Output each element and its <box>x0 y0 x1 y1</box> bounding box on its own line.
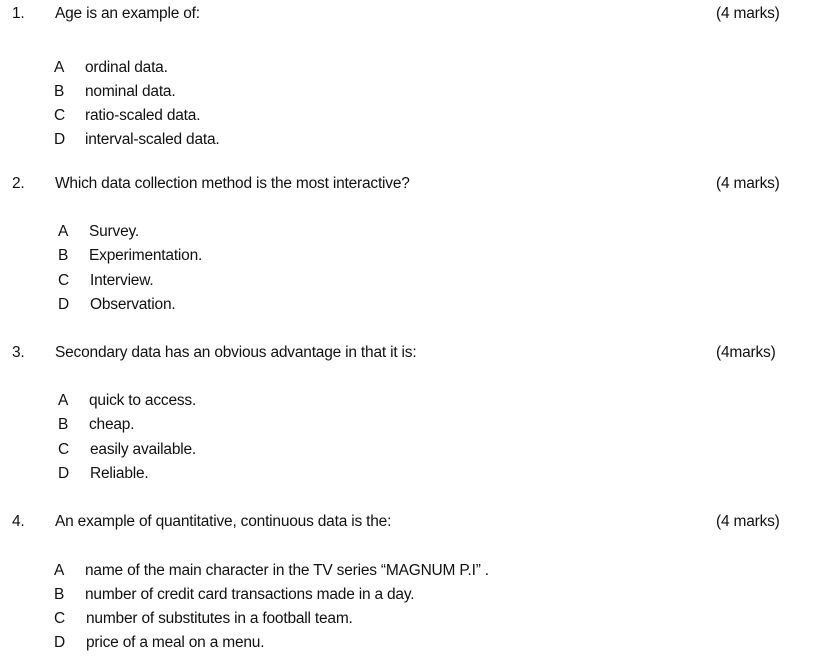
option-letter: D <box>58 465 69 482</box>
question-marks: (4marks) <box>716 344 776 361</box>
option-letter: A <box>54 59 65 76</box>
option-letter: D <box>58 296 69 313</box>
question-marks: (4 marks) <box>716 513 780 530</box>
question-text: Secondary data has an obvious advantage in that it is: <box>55 344 417 361</box>
question-text: An example of quantitative, continuous data is the: <box>55 513 392 530</box>
option-letter: C <box>54 610 65 627</box>
option-text: price of a meal on a menu. <box>86 634 265 651</box>
question-number: 4. <box>12 513 25 530</box>
option-text: ordinal data. <box>85 59 168 76</box>
question-text: Which data collection method is the most interactive? <box>55 175 410 192</box>
option-text: Experimentation. <box>89 247 203 264</box>
option-text: nominal data. <box>85 83 176 100</box>
option-text: quick to access. <box>89 392 197 409</box>
option-text: cheap. <box>89 416 135 433</box>
option-text: number of substitutes in a football team. <box>86 610 353 627</box>
option-text: Survey. <box>89 223 139 240</box>
option-text: ratio-scaled data. <box>85 107 201 124</box>
option-letter: A <box>58 223 69 240</box>
option-text: Observation. <box>90 296 176 313</box>
question-text: Age is an example of: <box>55 5 200 22</box>
option-letter: A <box>54 562 65 579</box>
option-letter: D <box>54 634 65 651</box>
option-letter: B <box>54 586 65 603</box>
question-marks: (4 marks) <box>716 5 780 22</box>
option-text: interval-scaled data. <box>85 131 220 148</box>
question-number: 3. <box>12 344 25 361</box>
option-letter: C <box>58 441 69 458</box>
question-marks: (4 marks) <box>716 175 780 192</box>
option-letter: C <box>58 272 69 289</box>
option-text: name of the main character in the TV series “MAGNUM P.I” . <box>85 562 489 579</box>
option-letter: C <box>54 107 65 124</box>
question-number: 1. <box>12 5 25 22</box>
option-text: Reliable. <box>90 465 149 482</box>
option-letter: B <box>58 416 69 433</box>
option-letter: B <box>58 247 69 264</box>
option-letter: B <box>54 83 65 100</box>
option-text: Interview. <box>90 272 154 289</box>
question-number: 2. <box>12 175 25 192</box>
option-text: number of credit card transactions made in a day. <box>85 586 415 603</box>
option-text: easily available. <box>90 441 197 458</box>
option-letter: A <box>58 392 69 409</box>
option-letter: D <box>54 131 65 148</box>
